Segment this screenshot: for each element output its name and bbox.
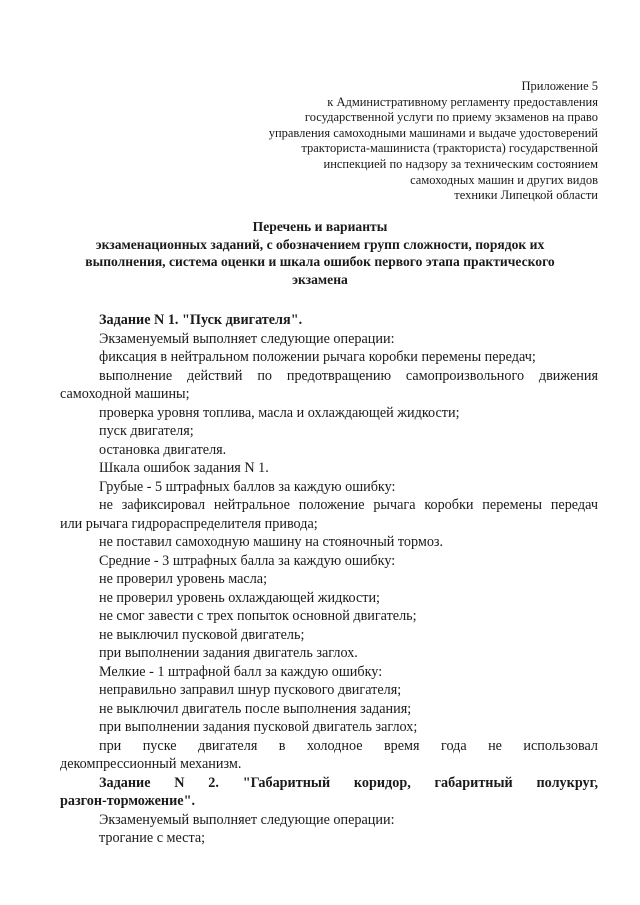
header-line: техники Липецкой области	[454, 188, 598, 203]
task-2-heading: Задание N 2. "Габаритный коридор, габаритный полукруг,	[99, 774, 598, 791]
document-title	[60, 218, 580, 288]
list-item: фиксация в нейтральном положении рычага коробки перемены передач;	[99, 349, 536, 365]
list-item: не смог завести с трех попыток основной двигатель;	[99, 608, 417, 624]
header-line: Приложение 5	[521, 79, 598, 93]
list-item: трогание с места;	[99, 830, 206, 846]
list-item-continuation: декомпрессионный механизм.	[60, 756, 242, 772]
list-item: остановка двигателя.	[99, 441, 227, 458]
list-item: неправильно заправил шнур пускового двигателя;	[99, 682, 402, 698]
list-item: при выполнении задания пусковой двигатель заглох;	[99, 719, 418, 735]
header-line: инспекцией по надзору за техническим состоянием	[323, 156, 598, 171]
error-group-heading: Средние - 3 штрафных балла за каждую ошибку:	[99, 552, 396, 569]
list-item: пуск двигателя;	[99, 423, 194, 439]
list-item-continuation: или рычага гидрораспределителя привода;	[60, 515, 318, 532]
title-line: экзамена	[292, 271, 348, 287]
paragraph: Экзаменуемый выполняет следующие операции:	[99, 811, 395, 828]
header-line: тракториста-машиниста (тракториста) государственной	[301, 141, 598, 156]
header-line: управления самоходными машинами и выдаче удостоверений	[268, 125, 598, 140]
list-item: не выключил двигатель после выполнения задания;	[99, 700, 412, 717]
list-item-continuation: самоходной машины;	[60, 386, 190, 402]
list-item: не выключил пусковой двигатель;	[99, 626, 305, 643]
header-line: государственной услуги по приему экзаменов на право	[304, 110, 598, 125]
list-item: не зафиксировал нейтральное положение рычага коробки перемены передач	[99, 497, 598, 513]
document-body	[60, 311, 598, 848]
task-2-heading-continuation: разгон-торможение".	[60, 793, 196, 809]
list-item: проверка уровня топлива, масла и охлаждающей жидкости;	[99, 404, 460, 421]
list-item: при выполнении задания двигатель заглох.	[99, 645, 358, 661]
title-line: экзаменационных заданий, с обозначением групп сложности, порядок их	[95, 236, 545, 252]
title-line: Перечень и варианты	[252, 219, 388, 234]
list-item: не проверил уровень охлаждающей жидкости;	[99, 589, 380, 606]
list-item: при пуске двигателя в холодное время года не использовал	[99, 737, 598, 754]
list-item: выполнение действий по предотвращению самопроизвольного движения	[99, 367, 598, 384]
list-item: не поставил самоходную машину на стояночный тормоз.	[99, 534, 444, 550]
header-line: самоходных машин и других видов	[410, 172, 598, 187]
list-item: не проверил уровень масла;	[99, 571, 268, 587]
header-line: к Административному регламенту предоставления	[327, 94, 598, 109]
title-line: выполнения, система оценки и шкала ошибок первого этапа практического	[85, 254, 555, 269]
paragraph: Шкала ошибок задания N 1.	[99, 460, 269, 476]
appendix-header	[178, 79, 598, 204]
task-1-heading: Задание N 1. "Пуск двигателя".	[99, 312, 303, 328]
paragraph: Экзаменуемый выполняет следующие операции:	[99, 330, 395, 347]
error-group-heading: Грубые - 5 штрафных баллов за каждую ошибку:	[99, 478, 396, 495]
error-group-heading: Мелкие - 1 штрафной балл за каждую ошибку:	[99, 663, 383, 680]
